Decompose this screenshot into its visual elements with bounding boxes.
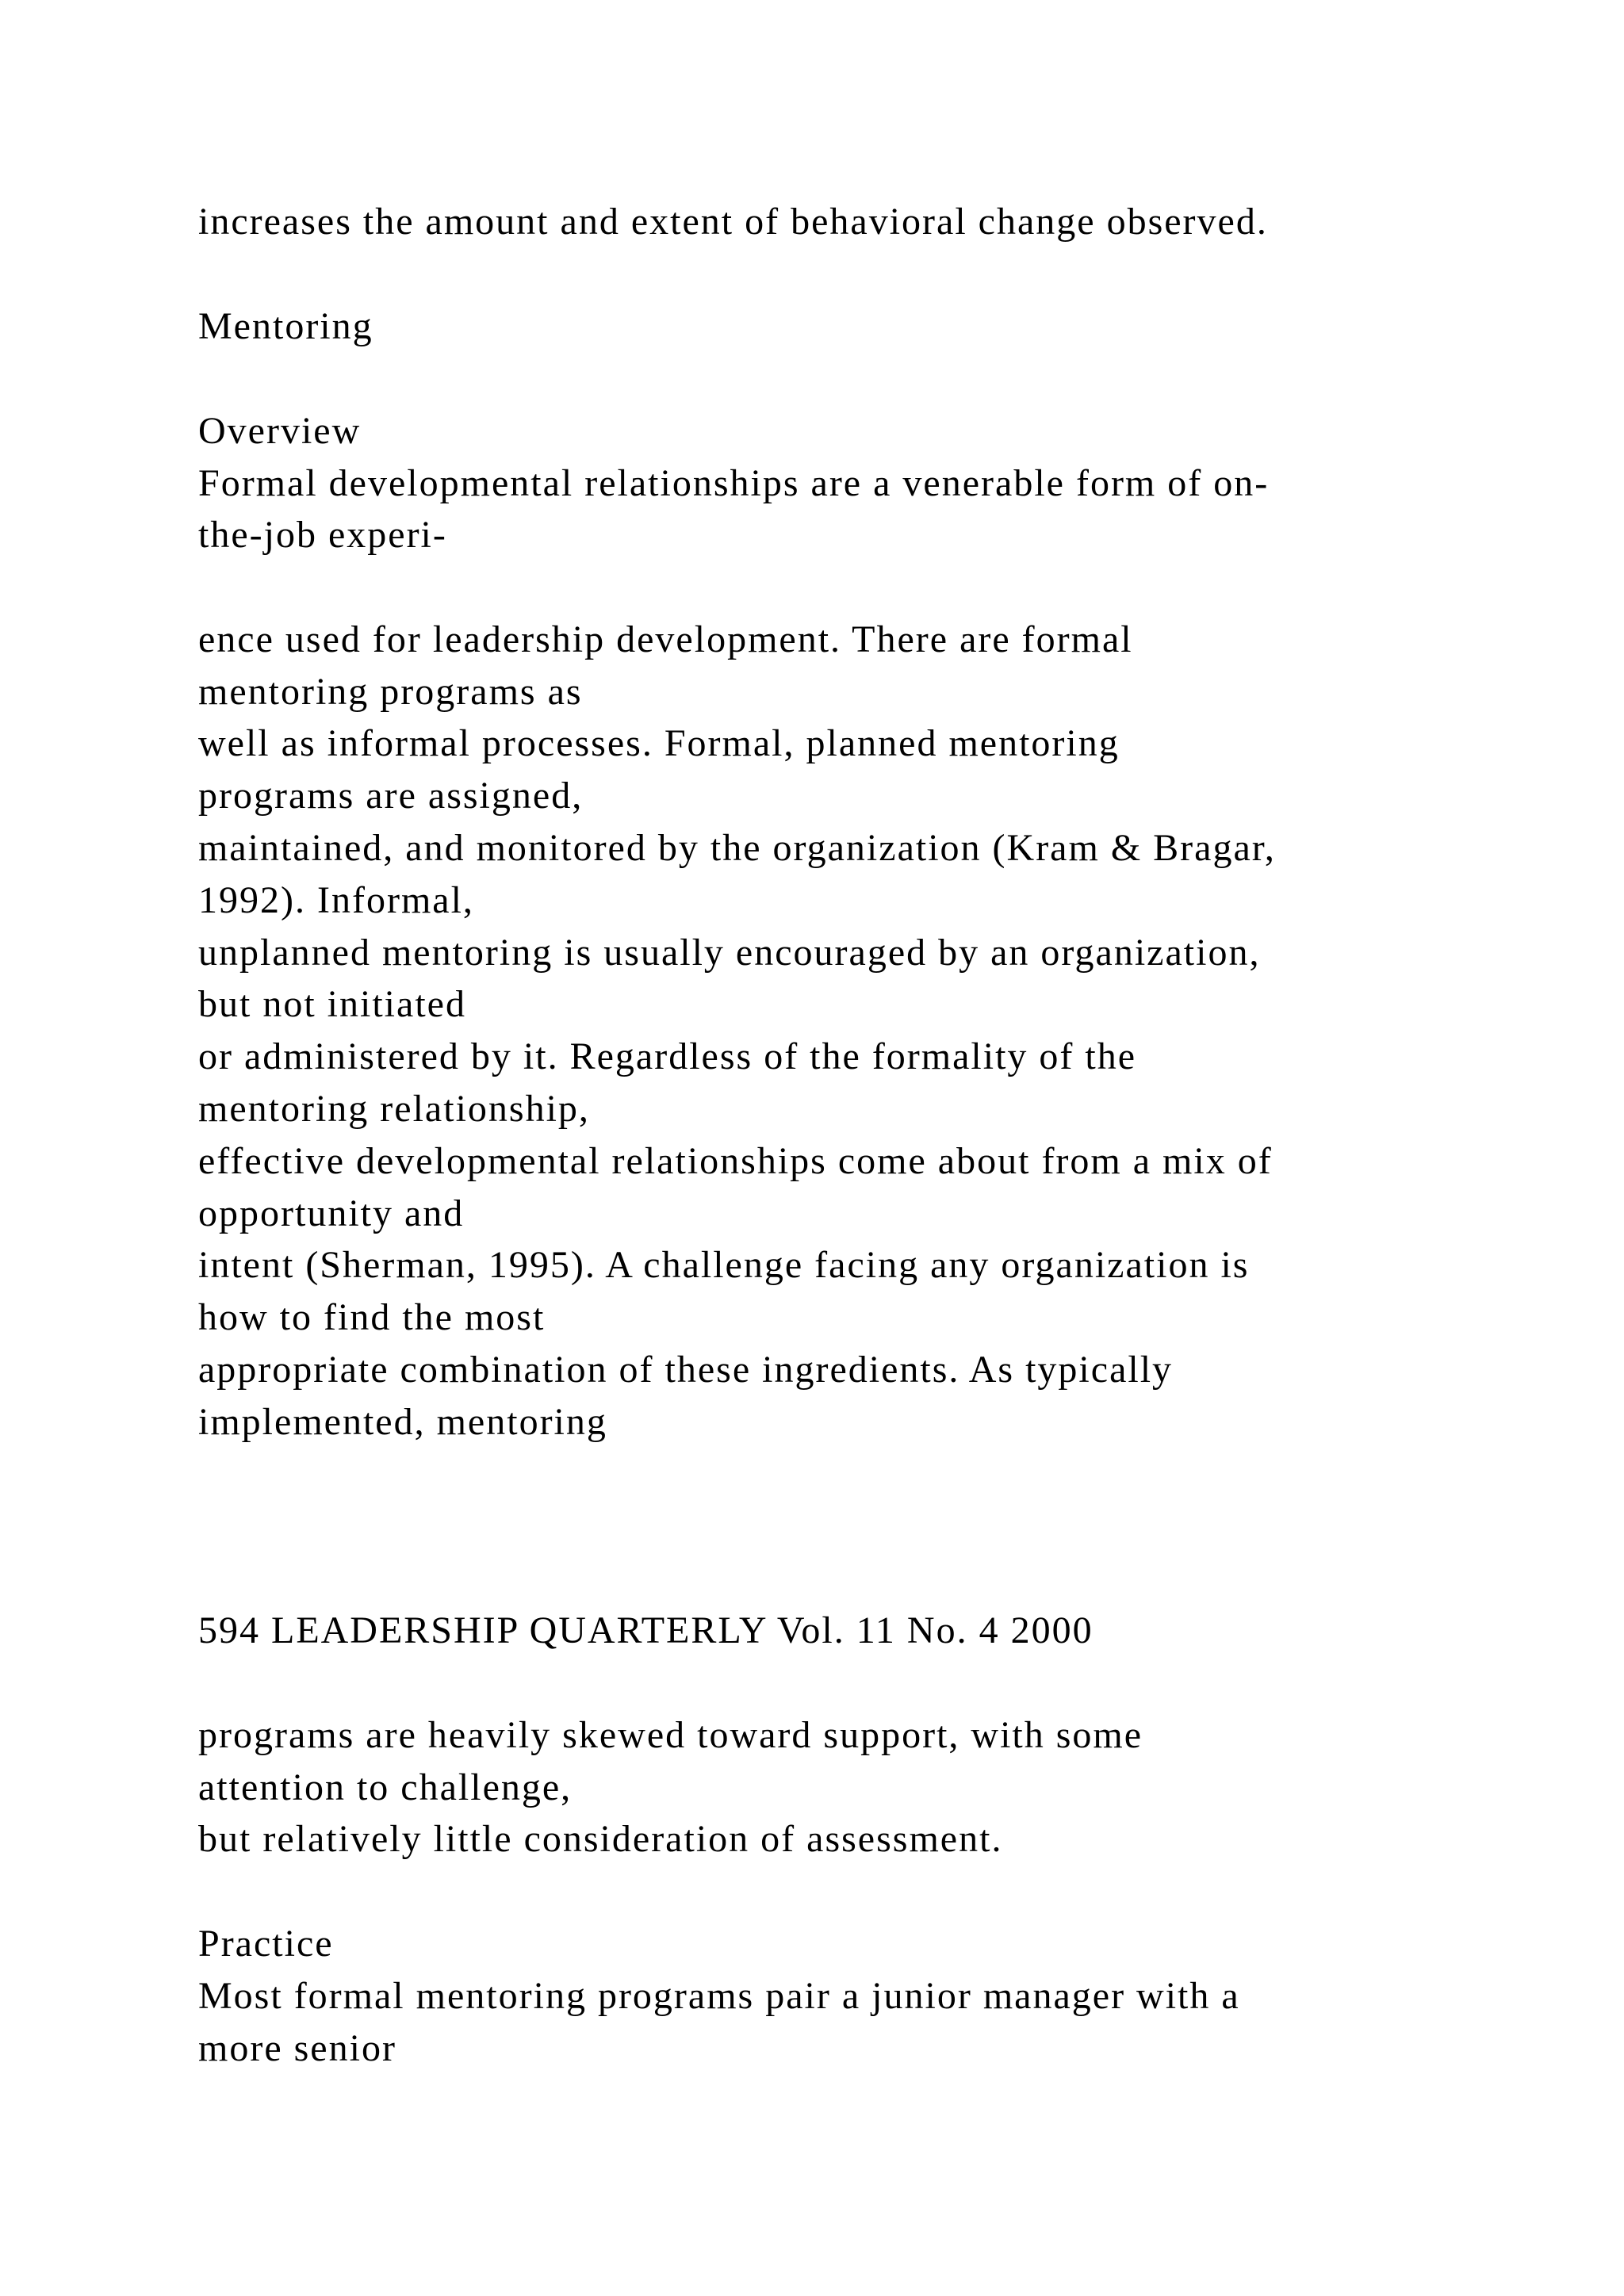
text-line: programs are heavily skewed toward support, with some [198, 1714, 1143, 1756]
text-line: maintained, and monitored by the organization (Kram & Bragar, [198, 827, 1276, 869]
text-line: how to find the most [198, 1296, 546, 1338]
text-line: the-job experi- [198, 514, 447, 556]
subsection-heading-practice: Practice [198, 1923, 334, 1965]
text-line: Most formal mentoring programs pair a junior manager with a [198, 1975, 1240, 2017]
text-line: programs are assigned, [198, 775, 584, 817]
text-line: attention to challenge, [198, 1766, 573, 1808]
text-line: increases the amount and extent of behavioral change observed. [198, 201, 1268, 243]
subsection-heading-overview: Overview [198, 410, 362, 452]
text-line: more senior [198, 2027, 396, 2069]
text-line: Formal developmental relationships are a venerable form of on- [198, 462, 1270, 504]
text-line: but relatively little consideration of assessment. [198, 1818, 1003, 1860]
text-line: appropriate combination of these ingredients. As typically [198, 1349, 1174, 1391]
text-line: effective developmental relationships come about from a mix of [198, 1140, 1273, 1182]
text-line: intent (Sherman, 1995). A challenge facing any organization is [198, 1244, 1250, 1286]
text-line: but not initiated [198, 983, 466, 1025]
text-line: mentoring programs as [198, 671, 583, 713]
text-line: opportunity and [198, 1192, 465, 1234]
text-line: or administered by it. Regardless of the formality of the [198, 1035, 1137, 1077]
text-line: mentoring relationship, [198, 1088, 590, 1130]
text-line: 1992). Informal, [198, 879, 474, 921]
section-heading-mentoring: Mentoring [198, 305, 373, 347]
text-line: well as informal processes. Formal, planned mentoring [198, 722, 1120, 764]
text-line: ence used for leadership development. There are formal [198, 618, 1133, 660]
running-header: 594 LEADERSHIP QUARTERLY Vol. 11 No. 4 2000 [198, 1609, 1094, 1651]
text-line: unplanned mentoring is usually encouraged by an organization, [198, 932, 1261, 974]
text-line: implemented, mentoring [198, 1401, 607, 1443]
